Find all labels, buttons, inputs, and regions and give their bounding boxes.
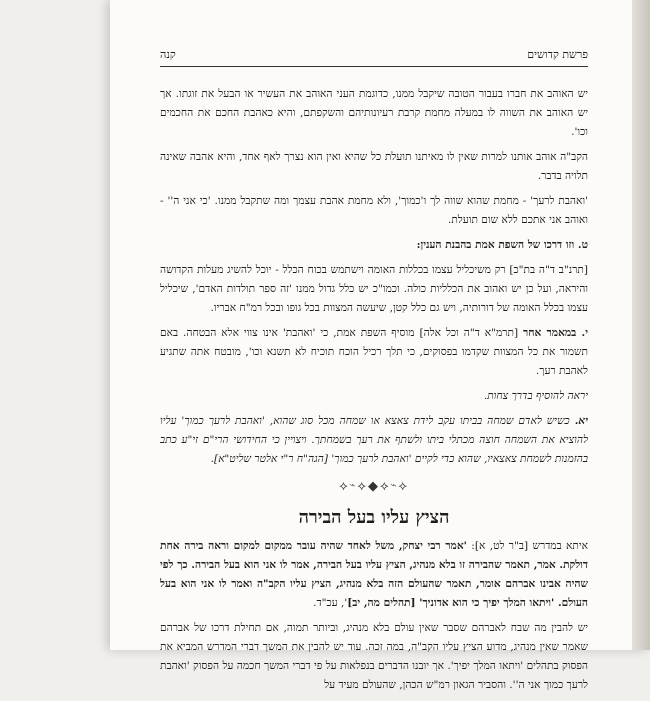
book-page [110,0,650,691]
paragraph-8-end: ', עכ"ד. [313,597,348,609]
paragraph-6-text: [תרמ"א ד"ה וכל אלה] מוסיף השפת אמת, כי 'ואהבת' אינו צווי אלא הבטחה. באם תשמור את כל המצוות שקדמו בפסוקים, כי תלך רכיל הוכח תוכיח לא תשנא וכו', מובטח אתה שתגיע לאהבת רעך. [160,327,588,377]
paragraph-8 [160,537,588,613]
paragraph-9: יש להבין מה שבח לאברהם שסבר שאין עולם בלא מנהיג, וביותר תמוה, אם תחילת דרכו של אברהם שאמר שאין מנהיג, מדוע הציץ עליו הקב"ה, במה זכה. עוד יש להבין את המשך דברי המדרש המביא את הפסוק בתהלים 'ויתאו המלך יפיך'. אך יובנו הדברים בנפלאות על פי דברי המשך חכמה על הפסוק 'ואהבת לרעך כמוך אני ה''. והסביר הגאון רמ"ש הכהן, שהעולם מעיד על [160,622,588,691]
paragraph-7: יראה להוסיף בדרך צחות. [483,390,588,402]
page-text [160,45,588,701]
book-spine [632,0,650,650]
paragraph-4: ט. וזו דרכו של השפת אמת בהבנת הענין: [416,239,588,251]
running-header [160,45,588,67]
paragraph-3: 'ואהבת לרעך' - מחמת שהוא שווה לך ו'כמוך', ולא מחמת אהבת עצמך ומה שתקבל ממנו. 'כי אני ה'' - ואוהב אני אתכם ללא שום תועלת. [160,195,588,226]
paragraph-5: [תרנ"ב ד"ה בת"כ] רק משיכליל עצמו בכללות האומה וישתמש בכוח הכלל - יוכל להשיג מעלות הקדושה והיראה, ועל כן יש ואהוב את הכלליות כולה. וכמו"כ יש כלל גדול ממנו 'זה ספר תולדות האדם', שיכליל עצמו בכלל האומה של דורותיה, ויש גם כלל קטן, שיעשה המצוות בכל גופו ובכל רמ"ח אבריו. [160,264,588,314]
paragraph-6 [160,324,588,381]
section-title: הציץ עליו בעל הבירה [298,507,450,528]
paragraph-1: יש האוהב את חברו בעבור הטובה שיקבל ממנו, כדוגמת העני האוהב את העשיר או הבעל את זוגתו. אך יש האוהב את השווה לו במעלה מחמת קרבת רעיונותיהם והשקפתם, והיא כאהבת החכם את החכמים וכו'. [160,88,588,138]
note-mark: יא. [574,415,588,427]
paragraph-2: הקב"ה אוהב אותנו למרות שאין לו מאיתנו תועלת כל שהיא ואין הוא נצרך לאף אחד, והיא אהבה שאינה תלויה בדבר. [160,151,588,182]
note-paragraph [160,412,588,469]
note [160,412,588,469]
paragraph-6-mark: י. במאמר אחר [523,327,589,339]
paragraph-8-quote: 'אמר רבי יצחק, משל לאחד שהיה עובר ממקום למקום וראה בירה אחת דולקת. אמר, תאמר שהבירה זו בלא מנהיג, הציץ עליו בעל הבירה, אמר לו אני הוא בעל הבירה. כך לפי שהיה אבינו אברהם אומר, תאמר שהעולם הזה בלא מנהיג, הציץ עליו הקב"ה ואמר לו אני הוא בעל העולם. 'ויתאו המלך יפיך כי הוא אדוניך' [תהלים מה, יב] [160,540,588,609]
page-number: קנה [160,48,176,61]
note-text: כשיש לאדם שמחה בביתו עקב לידת צאצא או שמחה מכל סוג שהוא, 'ואהבת לרעך כמוך' עליו להוציא את השמחה חוצה מכתלי ביתו ולשתף את רעך בשמחתך. ויצויין כי החידושי הרי"ם זי"ע כתב בהזמנות לשמחת צאצאיו, שהוא כדי לקיים 'ואהבת לרעך כמוך' [הגה"ח ר"י אלטר שליט"א]. [160,415,588,465]
parsha-title: פרשת קדושים [527,48,588,61]
paragraph-8-intro: איתא במדרש [ב"ר לט, א]: [471,540,589,552]
ornament-divider: ⟡⌁⟡◆⟡⌁⟡ [339,479,409,494]
